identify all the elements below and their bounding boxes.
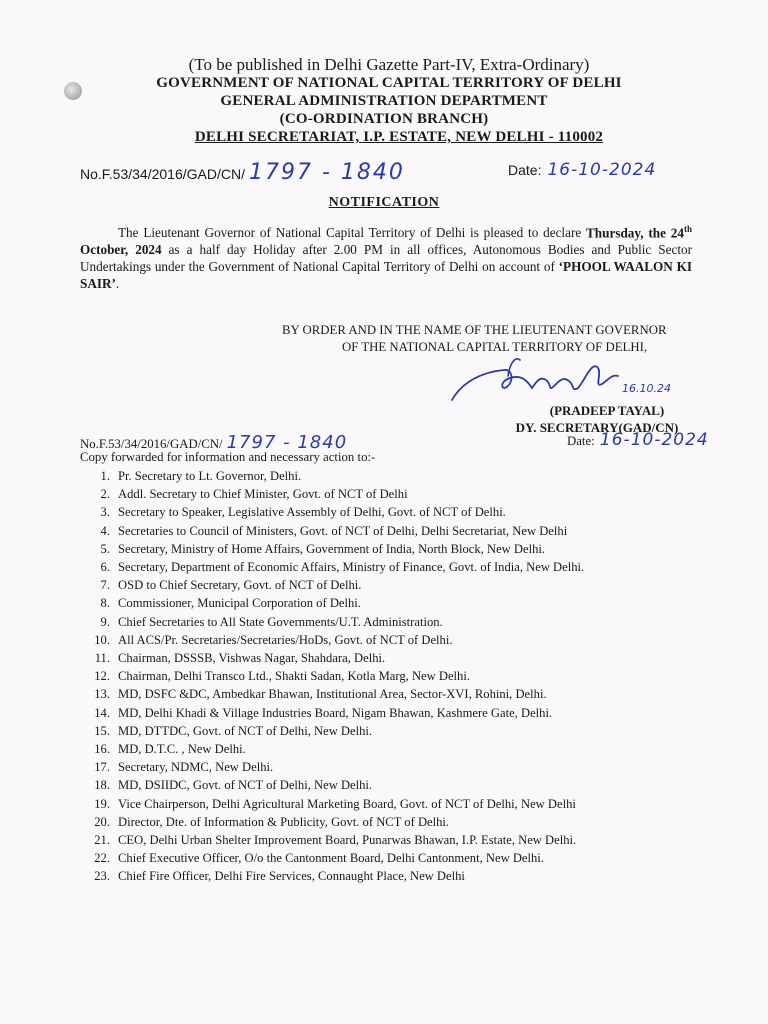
list-item-number: 17. — [94, 760, 110, 775]
para-bold-month: October, 2024 — [80, 242, 162, 258]
file-number-label: No.F.53/34/2016/GAD/CN/ — [80, 166, 245, 182]
signature-date: 16.10.24 — [622, 382, 671, 395]
government-name: GOVERNMENT OF NATIONAL CAPITAL TERRITORY OF DELHI — [156, 75, 622, 91]
list-item-number: 21. — [94, 833, 110, 848]
copy-date — [567, 430, 709, 450]
list-item-number: 5. — [100, 541, 110, 556]
list-item — [80, 667, 584, 685]
notification-title: NOTIFICATION — [328, 195, 440, 210]
copy-forward-text: Copy forwarded for information and necessary action to:- — [80, 450, 376, 464]
list-item-text: Addl. Secretary to Chief Minister, Govt. of NCT of Delhi — [118, 487, 408, 502]
list-item-number: 8. — [100, 596, 110, 611]
list-item-text: OSD to Chief Secretary, Govt. of NCT of Delhi. — [118, 578, 362, 593]
list-item-number: 4. — [100, 523, 110, 538]
list-item-text: Secretary, NDMC, New Delhi. — [118, 760, 274, 775]
list-item-number: 20. — [94, 814, 110, 829]
list-item-number: 6. — [100, 560, 110, 575]
list-item-text: MD, DSIIDC, Govt. of NCT of Delhi, New Delhi. — [118, 778, 373, 793]
list-item — [80, 631, 584, 649]
list-item-number: 2. — [100, 487, 110, 502]
list-item-number: 1. — [100, 469, 110, 483]
issue-date — [508, 160, 656, 180]
office-address: DELHI SECRETARIAT, I.P. ESTATE, NEW DELHI - 110002 — [194, 129, 604, 145]
list-item — [80, 704, 584, 722]
document-header — [0, 56, 768, 146]
list-item — [80, 795, 584, 813]
list-item-number: 18. — [94, 778, 110, 793]
publication-note: (To be published in Delhi Gazette Part-IV, Extra-Ordinary) — [188, 55, 590, 74]
para-end: . — [115, 276, 120, 292]
list-item-text: Chairman, DSSSB, Vishwas Nagar, Shahdara, Delhi. — [118, 651, 386, 666]
para-bold-day: Thursday, the 24 — [586, 225, 684, 241]
copy-date-label: Date: — [567, 434, 595, 448]
list-item-text: MD, Delhi Khadi & Village Industries Board, Nigam Bhawan, Kashmere Gate, Delhi. — [118, 705, 553, 720]
list-item — [80, 740, 584, 758]
list-item-text: Secretaries to Council of Ministers, Govt. of NCT of Delhi, Delhi Secretariat, New Delhi — [118, 523, 568, 538]
list-item-text: Pr. Secretary to Lt. Governor, Delhi. — [118, 469, 302, 483]
distribution-list — [80, 467, 584, 886]
signatory-name: (PRADEEP TAYAL) — [549, 403, 665, 418]
list-item — [80, 467, 584, 485]
list-item-number: 3. — [100, 505, 110, 520]
list-item-text: Commissioner, Municipal Corporation of Delhi. — [118, 596, 361, 611]
signatory-designation: DY. SECRETARY(GAD/CN) — [515, 420, 679, 435]
list-item — [80, 831, 584, 849]
list-item-number: 12. — [94, 669, 110, 684]
para-part1: The Lieutenant Governor of National Capital Territory of Delhi is pleased to declare — [118, 225, 587, 241]
list-item-number: 15. — [94, 723, 110, 738]
notification-body — [80, 221, 692, 292]
list-item — [80, 503, 584, 521]
list-item — [80, 649, 584, 667]
list-item-text: Director, Dte. of Information & Publicity, Govt. of NCT of Delhi. — [118, 814, 450, 829]
list-item — [80, 722, 584, 740]
list-item — [80, 613, 584, 631]
list-item — [80, 813, 584, 831]
list-item — [80, 522, 584, 540]
list-item-number: 16. — [94, 742, 110, 757]
file-number-handwritten: 1797 - 1840 — [248, 160, 405, 185]
list-item-text: Chief Executive Officer, O/o the Cantonment Board, Delhi Cantonment, New Delhi. — [118, 851, 544, 866]
para-sup: th — [683, 224, 692, 234]
list-item — [80, 576, 584, 594]
list-item-number: 22. — [94, 851, 110, 866]
list-item — [80, 758, 584, 776]
list-item-text: MD, D.T.C. , New Delhi. — [118, 742, 246, 757]
list-item — [80, 867, 584, 885]
copy-date-handwritten: 16-10-2024 — [599, 430, 709, 450]
copy-file-number-handwritten: 1797 - 1840 — [226, 432, 348, 453]
file-number — [80, 160, 405, 185]
para-part2: as a half day Holiday after 2.00 PM in all offices, Autonomous Bodies and Public Sector Undertakings under the Government of National Capital Territory of Delhi on account of — [80, 242, 692, 275]
list-item-text: MD, DSFC &DC, Ambedkar Bhawan, Institutional Area, Sector-XVI, Rohini, Delhi. — [118, 687, 547, 702]
issue-date-label: Date: — [508, 162, 542, 178]
list-item-number: 19. — [94, 796, 110, 811]
list-item — [80, 594, 584, 612]
list-item-text: Secretary to Speaker, Legislative Assembly of Delhi, Govt. of NCT of Delhi. — [118, 505, 506, 520]
list-item-number: 11. — [94, 651, 110, 666]
order-statement — [282, 322, 682, 356]
list-item-number: 23. — [94, 869, 110, 884]
list-item — [80, 776, 584, 794]
list-item-text: MD, DTTDC, Govt. of NCT of Delhi, New Delhi. — [118, 723, 373, 738]
list-item-text: Vice Chairperson, Delhi Agricultural Marketing Board, Govt. of NCT of Delhi, New Delhi — [118, 796, 576, 811]
list-item-text: CEO, Delhi Urban Shelter Improvement Board, Punarwas Bhawan, I.P. Estate, New Delhi. — [118, 833, 577, 848]
order-line-2: OF THE NATIONAL CAPITAL TERRITORY OF DELHI, — [342, 340, 648, 354]
list-item-text: Chief Secretaries to All State Governments/U.T. Administration. — [118, 614, 443, 629]
list-item-text: Chairman, Delhi Transco Ltd., Shakti Sadan, Kotla Marg, New Delhi. — [118, 669, 470, 684]
list-item — [80, 540, 584, 558]
list-item — [80, 849, 584, 867]
list-item-text: Secretary, Department of Economic Affairs, Ministry of Finance, Govt. of India, New Delhi. — [118, 560, 585, 575]
list-item — [80, 558, 584, 576]
list-item — [80, 685, 584, 703]
copy-file-number-label: No.F.53/34/2016/GAD/CN/ — [80, 437, 223, 451]
list-item-text: All ACS/Pr. Secretaries/Secretaries/HoDs, Govt. of NCT of Delhi. — [118, 632, 453, 647]
list-item-text: Chief Fire Officer, Delhi Fire Services, Connaught Place, New Delhi — [118, 869, 465, 884]
list-item-number: 7. — [100, 578, 110, 593]
list-item-number: 9. — [100, 614, 110, 629]
signature-image — [442, 352, 692, 408]
list-item — [80, 485, 584, 503]
list-item-text: Secretary, Ministry of Home Affairs, Government of India, North Block, New Delhi. — [118, 541, 546, 556]
para-bold-event: ‘PHOOL WAALON KI SAIR’ — [80, 259, 692, 292]
list-item-number: 13. — [94, 687, 110, 702]
department-name: GENERAL ADMINISTRATION DEPARTMENT — [220, 93, 548, 109]
issue-date-handwritten: 16-10-2024 — [547, 160, 657, 180]
branch-name: (CO-ORDINATION BRANCH) — [279, 111, 489, 127]
order-line-1: BY ORDER AND IN THE NAME OF THE LIEUTENANT GOVERNOR — [282, 323, 667, 337]
list-item-number: 10. — [94, 632, 110, 647]
list-item-number: 14. — [94, 705, 110, 720]
